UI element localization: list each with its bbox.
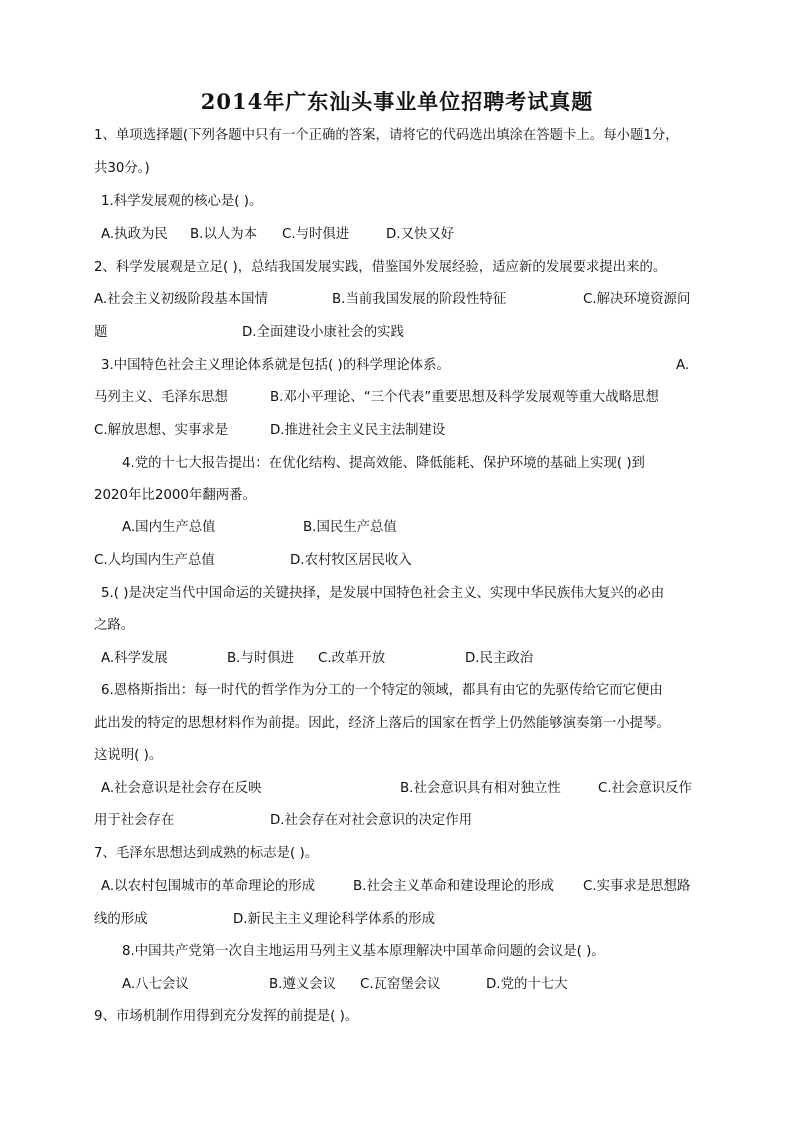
question-1-stem: 1.科学发展观的核心是( )。 <box>101 194 263 209</box>
question-1-option-c: C.与时俱进 <box>282 227 350 242</box>
question-7-option-c: C.实事求是思想路 <box>583 879 691 894</box>
question-8-option-d: D.党的十七大 <box>486 977 568 992</box>
question-3-option-a-label: A. <box>676 358 690 373</box>
question-7-option-a: A.以农村包围城市的革命理论的形成 <box>101 879 316 894</box>
question-5-option-b: B.与时俱进 <box>227 651 295 666</box>
question-2-option-a: A.社会主义初级阶段基本国情 <box>94 292 268 307</box>
question-5-option-a: A.科学发展 <box>101 651 168 666</box>
question-1-option-b: B.以人为本 <box>190 227 258 242</box>
question-6-stem-line1: 6.恩格斯指出：每一时代的哲学作为分工的一个特定的领域，都具有由它的先驱传给它而它便由 <box>101 683 663 698</box>
document-title: 2014年广东汕头事业单位招聘考试真题 <box>200 89 594 114</box>
question-3-option-d: D.推进社会主义民主法制建设 <box>270 423 446 438</box>
question-4-stem-line2: 2020年比2000年翻两番。 <box>94 488 256 503</box>
question-4-option-b: B.国民生产总值 <box>303 520 397 535</box>
question-4-stem-line1: 4.党的十七大报告提出：在优化结构、提高效能、降低能耗、保护环境的基础上实现( )到 <box>122 456 645 471</box>
question-5-stem-line2: 之路。 <box>94 618 135 633</box>
question-6-option-c: C.社会意识反作 <box>598 781 692 796</box>
question-7-option-b: B.社会主义革命和建设理论的形成 <box>353 879 554 894</box>
section-instruction-line1: 1、单项选择题(下列各题中只有一个正确的答案，请将它的代码选出填涂在答题卡上。每小题1分， <box>94 128 679 143</box>
question-7-option-c-cont: 线的形成 <box>94 912 148 927</box>
question-2-option-c-cont: 题 <box>94 325 108 340</box>
question-2-option-c: C.解决环境资源问 <box>583 292 691 307</box>
section-instruction-line2: 共30分。) <box>94 161 150 176</box>
question-2-option-b: B.当前我国发展的阶段性特征 <box>332 292 507 307</box>
question-6-option-c-cont: 用于社会存在 <box>94 813 175 828</box>
question-5-option-c: C.改革开放 <box>318 651 386 666</box>
question-6-option-b: B.社会意识具有相对独立性 <box>400 781 561 796</box>
question-2-stem: 2、科学发展观是立足( )，总结我国发展实践，借鉴国外发展经验，适应新的发展要求提出来的。 <box>94 260 667 275</box>
question-8-option-b: B.遵义会议 <box>269 977 337 992</box>
question-1-option-a: A.执政为民 <box>101 227 168 242</box>
question-3-option-a: 马列主义、毛泽东思想 <box>94 390 228 405</box>
question-4-option-d: D.农村牧区居民收入 <box>290 553 412 568</box>
question-6-option-d: D.社会存在对社会意识的决定作用 <box>270 813 473 828</box>
question-6-stem-line3: 这说明( )。 <box>94 748 163 763</box>
question-8-stem: 8.中国共产党第一次自主地运用马列主义基本原理解决中国革命问题的会议是( )。 <box>122 944 605 959</box>
question-8-option-c: C.瓦窑堡会议 <box>360 977 441 992</box>
question-2-option-d: D.全面建设小康社会的实践 <box>242 325 404 340</box>
question-6-option-a: A.社会意识是社会存在反映 <box>101 781 262 796</box>
question-5-stem-line1: 5.( )是决定当代中国命运的关键抉择，是发展中国特色社会主义、实现中华民族伟大复兴的必由 <box>101 586 665 601</box>
question-4-option-a: A.国内生产总值 <box>122 520 216 535</box>
question-1-option-d: D.又快又好 <box>386 227 455 242</box>
question-3-option-b: B.邓小平理论、“三个代表”重要思想及科学发展观等重大战略思想 <box>270 390 659 405</box>
question-4-option-c: C.人均国内生产总值 <box>94 553 215 568</box>
question-3-option-c: C.解放思想、实事求是 <box>94 423 229 438</box>
question-5-option-d: D.民主政治 <box>465 651 534 666</box>
question-6-stem-line2: 此出发的特定的思想材料作为前提。因此，经济上落后的国家在哲学上仍然能够演奏第一小提琴。 <box>94 716 670 731</box>
question-8-option-a: A.八七会议 <box>122 977 189 992</box>
question-9-stem: 9、市场机制作用得到充分发挥的前提是( )。 <box>94 1009 359 1024</box>
question-7-option-d: D.新民主主义理论科学体系的形成 <box>233 912 436 927</box>
question-7-stem: 7、毛泽东思想达到成熟的标志是( )。 <box>94 846 319 861</box>
question-3-stem: 3.中国特色社会主义理论体系就是包括( )的科学理论体系。 <box>101 358 450 373</box>
